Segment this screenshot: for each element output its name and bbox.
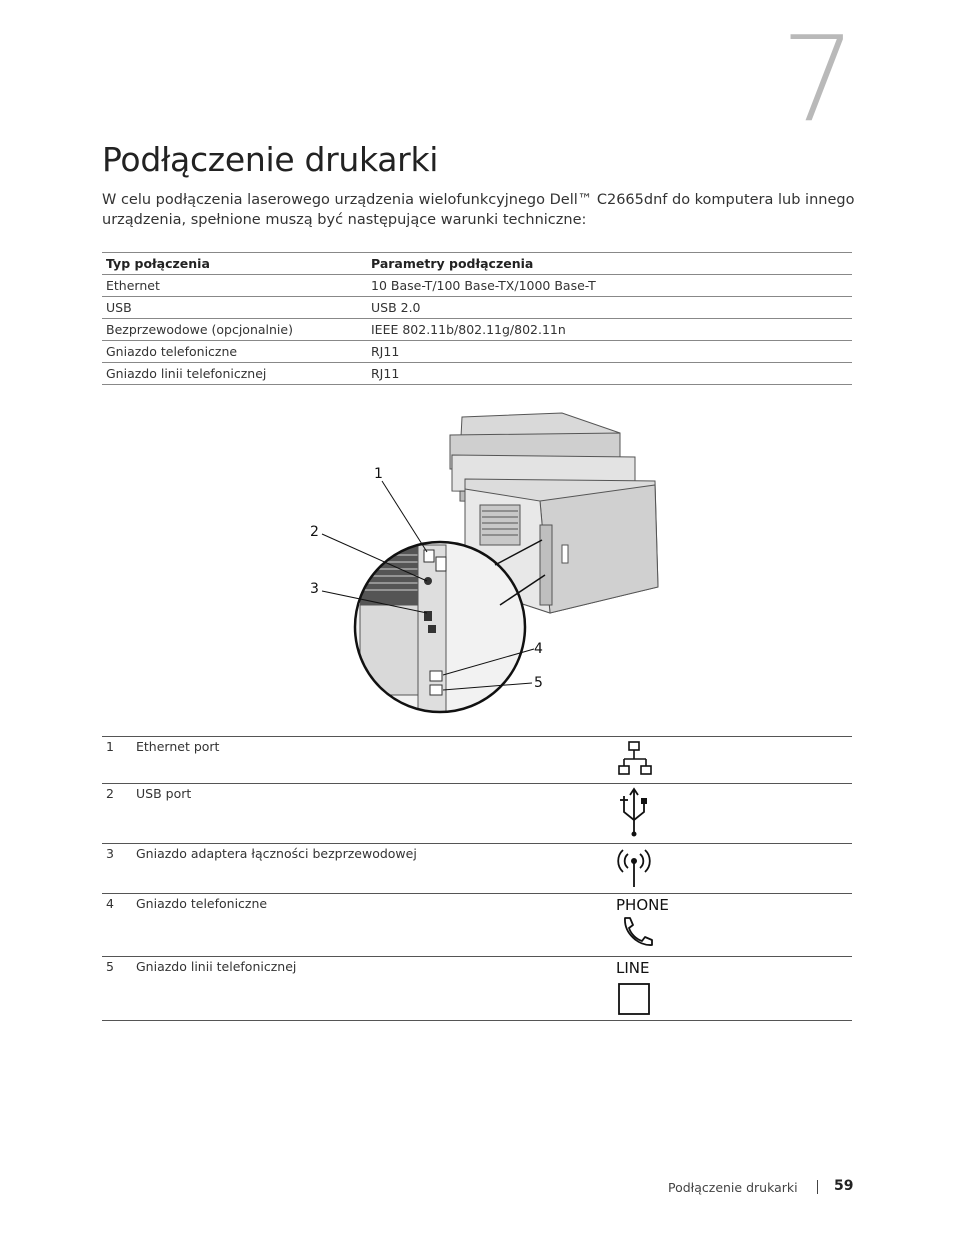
callout-3: 3	[310, 581, 319, 597]
header-connection-type: Typ połączenia	[102, 253, 367, 275]
cell-param: 10 Base-T/100 Base-TX/1000 Base-T	[367, 275, 852, 297]
table-header-row	[102, 253, 852, 275]
port-number: 5	[102, 957, 136, 1021]
port-number: 1	[102, 737, 136, 784]
footer-chapter-title: Podłączenie drukarki	[668, 1180, 798, 1195]
phone-icon	[616, 914, 656, 948]
port-label: Ethernet port	[136, 737, 616, 784]
page-number: 59	[834, 1178, 854, 1194]
printer-rear-illustration	[300, 405, 670, 715]
cell-param: RJ11	[367, 363, 852, 385]
cell-param: RJ11	[367, 341, 852, 363]
cell-type: Gniazdo linii telefonicznej	[102, 363, 367, 385]
callout-1: 1	[374, 466, 383, 482]
intro-paragraph: W celu podłączenia laserowego urządzenia wielofunkcyjnego Dell™ C2665dnf do komputera lub innego urządzenia, spełnione muszą być następujące warunki techniczne:	[102, 192, 855, 228]
port-label: Gniazdo adaptera łączności bezprzewodowej	[136, 844, 616, 894]
table-row	[102, 957, 852, 1021]
table-row	[102, 319, 852, 341]
cell-type: Gniazdo telefoniczne	[102, 341, 367, 363]
header-connection-params: Parametry podłączenia	[367, 253, 852, 275]
table-row	[102, 844, 852, 894]
cell-type: Ethernet	[102, 275, 367, 297]
line-icon	[616, 977, 656, 1017]
table-row	[102, 894, 852, 957]
table-row	[102, 297, 852, 319]
wireless-icon	[616, 846, 656, 890]
table-row	[102, 784, 852, 844]
ports-legend-table	[102, 736, 852, 1021]
usb-icon	[616, 786, 656, 838]
footer-divider	[817, 1180, 818, 1194]
ethernet-icon	[616, 739, 656, 779]
cell-type: Bezprzewodowe (opcjonalnie)	[102, 319, 367, 341]
callout-5: 5	[534, 675, 543, 691]
table-row	[102, 341, 852, 363]
chapter-number: 7	[780, 10, 856, 148]
table-row	[102, 363, 852, 385]
callout-2: 2	[310, 524, 319, 540]
cell-param: USB 2.0	[367, 297, 852, 319]
table-row	[102, 737, 852, 784]
cell-type: USB	[102, 297, 367, 319]
page-title: Podłączenie drukarki	[102, 140, 439, 179]
port-label: USB port	[136, 784, 616, 844]
connection-params-table	[102, 252, 852, 385]
phone-icon-text: PHONE	[616, 896, 669, 914]
port-number: 4	[102, 894, 136, 957]
port-number: 2	[102, 784, 136, 844]
port-label: Gniazdo linii telefonicznej	[136, 957, 616, 1021]
port-number: 3	[102, 844, 136, 894]
line-icon-text: LINE	[616, 959, 650, 977]
callout-4: 4	[534, 641, 543, 657]
port-label: Gniazdo telefoniczne	[136, 894, 616, 957]
cell-param: IEEE 802.11b/802.11g/802.11n	[367, 319, 852, 341]
table-row	[102, 275, 852, 297]
